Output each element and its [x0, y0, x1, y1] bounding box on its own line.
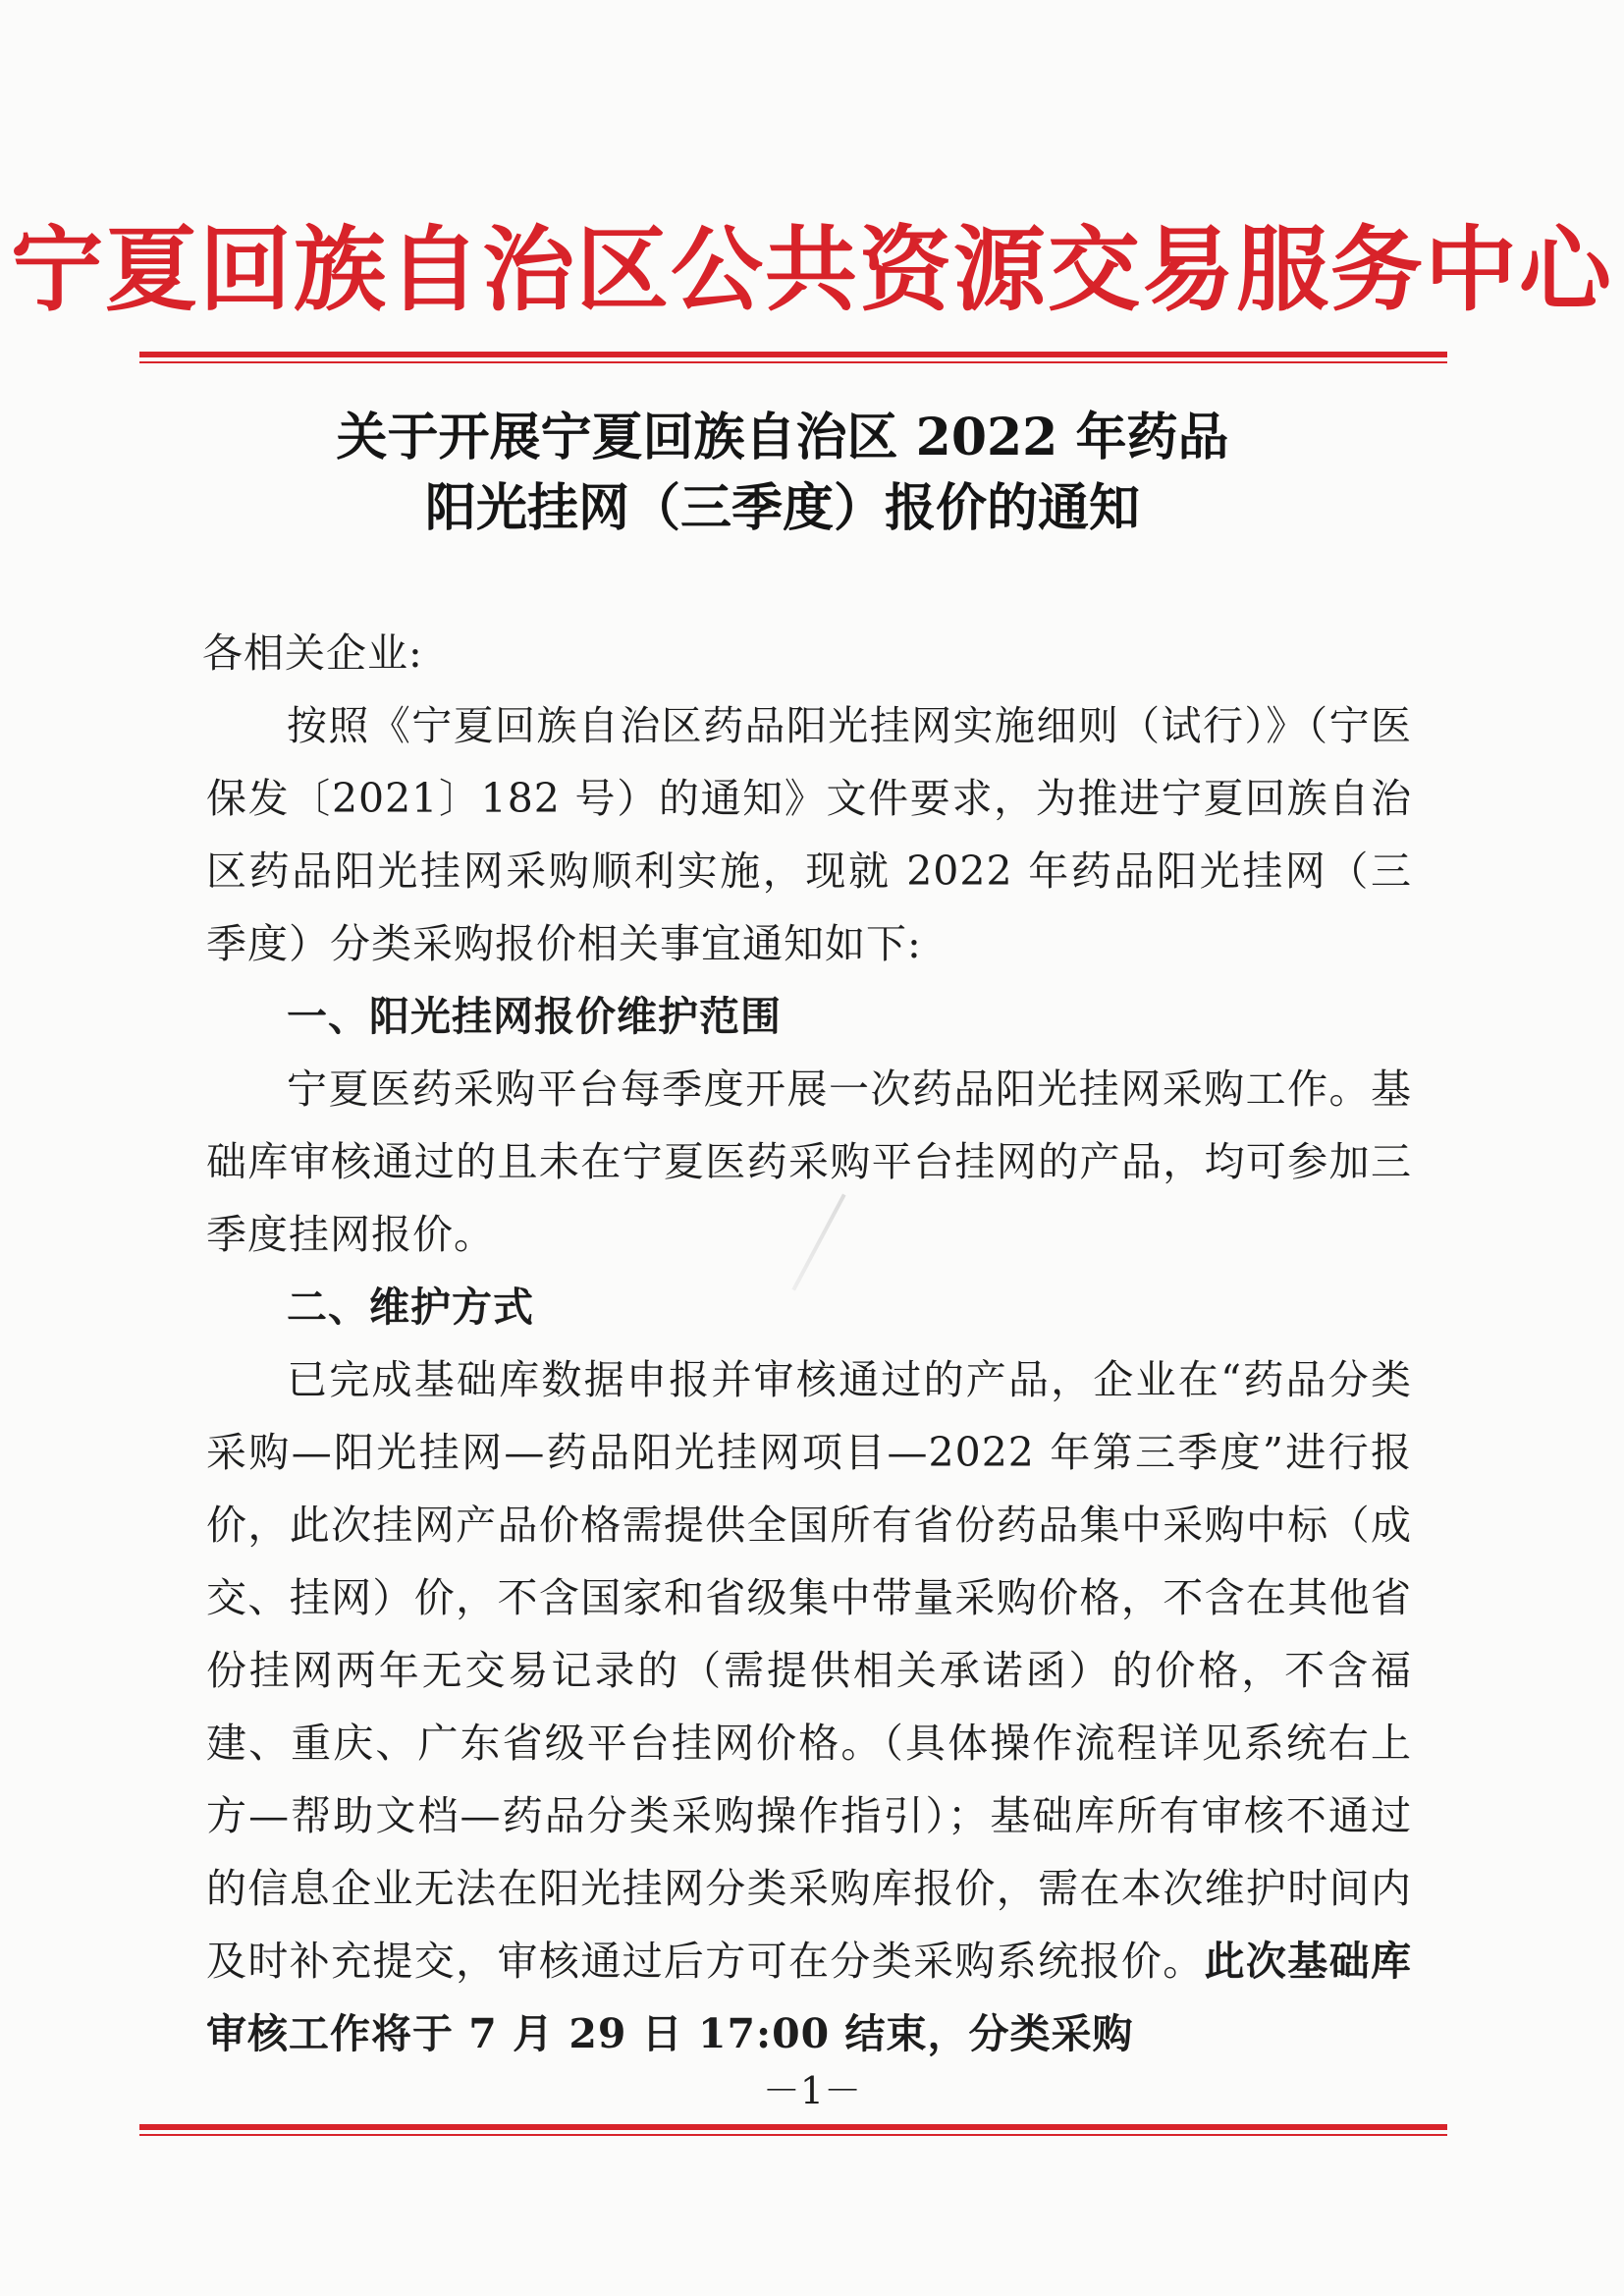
title-line-2: 阳光挂网（三季度）报价的通知	[424, 478, 1140, 538]
section-2-body	[206, 1343, 1412, 2070]
document-body	[202, 617, 1413, 2070]
organization-header: 宁夏回族自治区公共资源交易服务中心	[10, 216, 1613, 324]
intro-paragraph: 按照《宁夏回族自治区药品阳光挂网实施细则（试行）》（宁医保发〔2021〕182 号）的通知》文件要求，为推进宁夏回族自治区药品阳光挂网采购顺利实施，现就 2022 年药品阳光挂网（三季度）分类采购报价相关事宜通知如下:	[206, 702, 1412, 967]
section-2-text: 已完成基础库数据申报并审核通过的产品，企业在“药品分类采购—阳光挂网—药品阳光挂网项目—2022 年第三季度”进行报价，此次挂网产品价格需提供全国所有省份药品集中采购中标（成交、挂网）价，不含国家和省级集中带量采购价格，不含在其他省份挂网两年无交易记录的（需提供相关承诺函）的价格，不含福建、重庆、广东省级平台挂网价格。（具体操作流程详见系统右上方—帮助文档—药品分类采购操作指引）；基础库所有审核不通过的信息企业无法在阳光挂网分类采购库报价，需在本次维护时间内及时补充提交，审核通过后方可在分类采购系统报价。	[206, 1356, 1412, 1985]
title-line-1: 关于开展宁夏回族自治区 2022 年药品	[336, 408, 1229, 467]
header-divider	[139, 352, 1447, 363]
section-2-heading: 二、维护方式	[287, 1284, 534, 1331]
section-1-heading: 一、阳光挂网报价维护范围	[287, 993, 782, 1040]
document-title	[0, 403, 1624, 544]
footer-divider	[139, 2124, 1447, 2136]
section-2-deadline-text: 此次基础库审核工作将于 7 月 29 日 17:00 结束，分类采购	[206, 1938, 1413, 2057]
page-number: －1－	[762, 2069, 862, 2112]
section-1-body: 宁夏医药采购平台每季度开展一次药品阳光挂网采购工作。基础库审核通过的且未在宁夏医药采购平台挂网的产品，均可参加三季度挂网报价。	[206, 1066, 1412, 1258]
salutation: 各相关企业:	[202, 629, 423, 677]
